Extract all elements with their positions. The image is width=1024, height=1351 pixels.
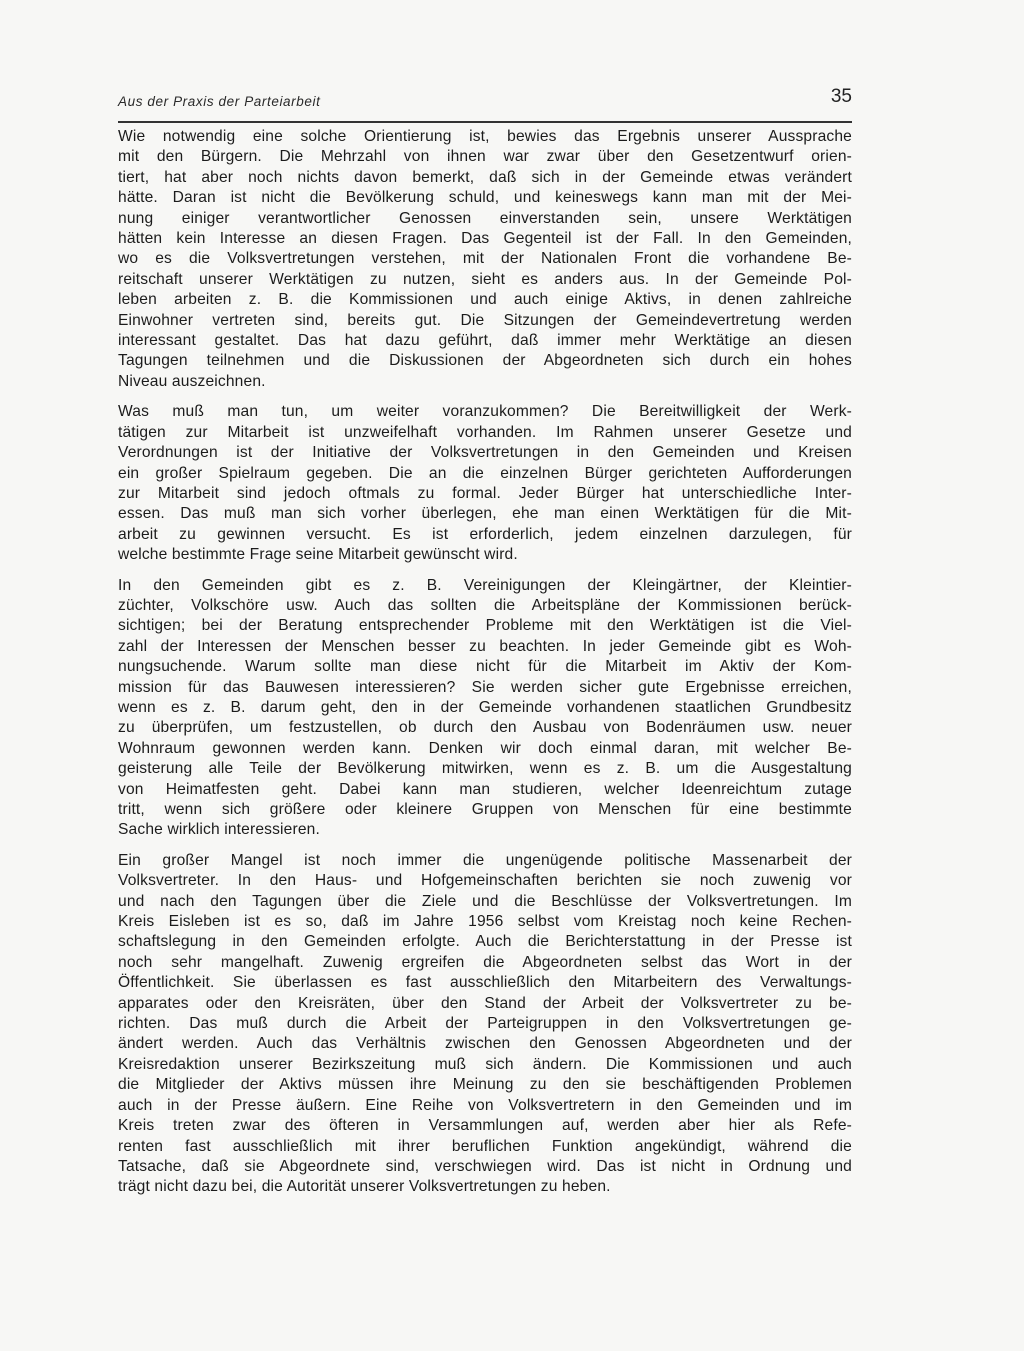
text-line: von Heimatfesten geht. Dabei kann man studieren, welcher Ideenreichtum zutage (118, 780, 852, 798)
text-line: leben arbeiten z. B. die Kommissionen und auch einige Aktivs, in denen zahlreiche (118, 291, 852, 309)
text-line: Wie notwendig eine solche Orientierung ist, bewies das Ergebnis unserer Aussprache (118, 128, 852, 145)
text-line: In den Gemeinden gibt es z. B. Vereinigungen der Kleingärtner, der Kleintier- (118, 576, 852, 594)
text-line: richten. Das muß durch die Arbeit der Parteigruppen in den Volksvertretungen ge- (118, 1015, 852, 1033)
paragraph (118, 402, 852, 565)
text-line: wo es die Volksvertretungen verstehen, mit der Nationalen Front die vorhandene Be- (118, 250, 852, 268)
text-line: tätigen zur Mitarbeit ist unzweifelhaft vorhanden. Im Rahmen unserer Gesetze und (118, 423, 852, 441)
text-line: geisterung alle Teile der Bevölkerung mitwirken, wenn es z. B. um die Ausgestaltung (118, 760, 852, 778)
text-line: Einwohner vertreten sind, bereits gut. Die Sitzungen der Gemeindevertretung werden (118, 311, 852, 329)
text-line: ein großer Spielraum gegeben. Die an die einzelnen Bürger gerichteten Aufforderungen (118, 464, 852, 482)
text-line: Was muß man tun, um weiter voranzukommen? Die Bereitwilligkeit der Werk- (118, 403, 852, 421)
text-line: Kreis treten zwar des öfteren in Versammlungen auf, werden aber hier als Refe- (118, 1117, 852, 1135)
text-line: mission für das Bauwesen interessieren? Sie werden sicher gute Ergebnisse erreichen, (118, 678, 852, 696)
text-line: trägt nicht dazu bei, die Autorität unserer Volksvertretungen zu heben. (118, 1178, 611, 1196)
text-line: Kreis Eisleben ist es so, daß im Jahre 1956 selbst vom Kreistag noch keine Rechen- (118, 913, 852, 931)
text-line: reitschaft unserer Werktätigen zu nutzen, sieht es anders aus. In der Gemeinde Pol- (118, 270, 852, 288)
text-line: noch sehr mangelhaft. Zuwenig ergreifen die Abgeordneten selbst das Wort in der (118, 953, 852, 971)
paragraph (118, 127, 852, 392)
page-header (118, 86, 852, 120)
body-text (118, 127, 852, 1208)
text-line: ändert werden. Auch das Verhältnis zwischen den Genossen Abgeordneten und der (118, 1035, 852, 1053)
text-line: Wohnraum gewonnen werden kann. Denken wir doch einmal daran, mit welcher Be- (118, 739, 852, 757)
text-line: Tatsache, daß sie Abgeordnete sind, verschwiegen wird. Das ist nicht in Ordnung und (118, 1157, 852, 1175)
text-line: nungsuchende. Warum sollte man diese nicht für die Mitarbeit im Aktiv der Kom- (118, 658, 852, 676)
text-line: zu überprüfen, um festzustellen, ob durch den Ausbau von Bodenräumen usw. neuer (118, 719, 852, 737)
text-line: tiert, hat aber noch nichts davon bemerkt, daß sich in der Gemeinde etwas verändert (118, 168, 852, 186)
text-line: nung einiger verantwortlicher Genossen einverstanden sein, unsere Werktätigen (118, 209, 852, 227)
text-line: Ein großer Mangel ist noch immer die ungenügende politische Massenarbeit der (118, 851, 852, 869)
text-line: interessant gestaltet. Das hat dazu geführt, daß immer mehr Werktätige an diesen (118, 332, 852, 350)
text-line: arbeit zu gewinnen versucht. Es ist erforderlich, jedem einzelnen darzulegen, für (118, 525, 852, 543)
text-line: sichtigen; bei der Beratung entsprechender Probleme mit den Werktätigen ist die Viel- (118, 617, 852, 635)
text-line: apparates oder den Kreisräten, über den Stand der Arbeit der Volksvertreter zu be- (118, 994, 852, 1012)
text-line: Kreisredaktion unserer Bezirkszeitung muß sich ändern. Die Kommissionen und auch (118, 1055, 852, 1073)
text-line: Öffentlichkeit. Sie überlassen es fast ausschließlich den Mitarbeitern des Verwaltungs- (118, 974, 852, 992)
paragraph (118, 576, 852, 841)
running-head: Aus der Praxis der Parteiarbeit (118, 94, 321, 109)
text-line: hätten kein Interesse an diesen Fragen. Das Gegenteil ist der Fall. In den Gemeinden, (118, 230, 852, 248)
text-line: schaftslegung in den Gemeinden erfolgte. Auch die Berichterstattung in der Presse ist (118, 933, 852, 951)
text-line: Niveau auszeichnen. (118, 372, 266, 390)
paragraph (118, 851, 852, 1198)
text-line: Sache wirklich interessieren. (118, 821, 320, 839)
page-number: 35 (830, 86, 852, 107)
text-line: Volksvertreter. In den Haus- und Hofgemeinschaften berichten sie noch zuwenig vor (118, 872, 852, 890)
text-line: tritt, wenn sich größere oder kleinere Gruppen von Menschen für eine bestimmte (118, 801, 852, 818)
text-line: renten fast ausschließlich mit ihrer beruflichen Funktion angekündigt, während die (118, 1137, 852, 1155)
text-line: zur Mitarbeit sind jedoch oftmals zu formal. Jeder Bürger hat unterschiedliche Inter- (118, 484, 852, 502)
text-line: die Mitglieder der Aktivs müssen ihre Meinung zu den sie beschäftigenden Problemen (118, 1076, 852, 1094)
header-rule (118, 121, 852, 123)
text-line: züchter, Volkschöre usw. Auch das sollten die Arbeitspläne der Kommissionen berück- (118, 596, 852, 614)
text-line: wenn es z. B. darum geht, den in der Gemeinde vorhandenen staatlichen Grundbesitz (118, 698, 852, 716)
text-line: hätte. Daran ist nicht die Bevölkerung schuld, und keineswegs kann man mit der Mei- (118, 189, 852, 207)
text-line: auch in der Presse äußern. Eine Reihe von Volksvertretern in den Gemeinden und im (118, 1096, 852, 1114)
text-line: zahl der Interessen der Menschen besser zu beachten. In jeder Gemeinde gibt es Woh- (118, 637, 852, 655)
text-line: Verordnungen ist der Initiative der Volksvertretungen in den Gemeinden und Kreisen (118, 444, 852, 462)
text-line: Tagungen teilnehmen und die Diskussionen der Abgeordneten sich durch ein hohes (118, 352, 852, 370)
text-line: mit den Bürgern. Die Mehrzahl von ihnen war zwar über den Gesetzentwurf orien- (118, 148, 852, 166)
text-line: welche bestimmte Frage seine Mitarbeit gewünscht wird. (118, 546, 518, 564)
text-line: und nach den Tagungen über die Ziele und die Beschlüsse der Volksvertretungen. Im (118, 892, 852, 910)
text-line: essen. Das muß man sich vorher überlegen, ehe man einen Werktätigen für die Mit- (118, 505, 852, 523)
